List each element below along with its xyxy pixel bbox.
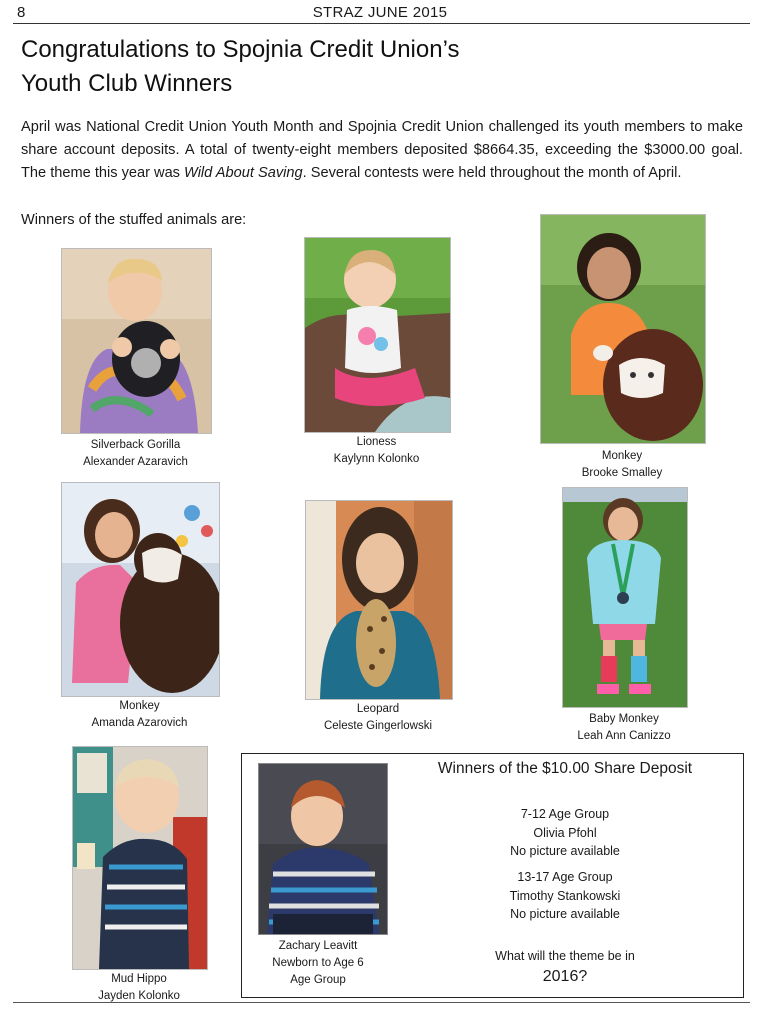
group-7-12 — [470, 805, 660, 861]
caption-animal: Monkey — [119, 700, 160, 712]
title-line-1: Congratulations to Spojnia Credit Union’s — [21, 36, 460, 63]
caption-age-group: Newborn to Age 6 — [272, 957, 364, 969]
photo-alexander — [61, 248, 212, 434]
theme-question: What will the theme be in — [495, 949, 635, 963]
header-rule — [13, 23, 750, 24]
intro-text-1: April was National Credit Union Youth Month and Spojnia Credit Union challenged its youth members to make share account deposits. A total of twenty-eight members deposited $8664.35, exceeding the $3000.00 goal. The theme this year was — [21, 119, 743, 181]
group-winner: Olivia Pfohl — [533, 825, 597, 840]
share-deposit-title: Winners of the $10.00 Share Deposit — [437, 760, 693, 777]
zachary-caption — [258, 938, 378, 989]
caption-2 — [304, 434, 449, 468]
caption-age-group-2: Age Group — [290, 974, 346, 986]
group-13-17 — [470, 868, 660, 924]
photo-jayden — [72, 746, 208, 970]
caption-4 — [61, 698, 218, 732]
group-winner: Timothy Stankowski — [509, 888, 621, 903]
group-note: No picture available — [510, 907, 620, 921]
caption-name: Zachary Leavitt — [278, 940, 358, 952]
caption-1 — [61, 437, 210, 471]
intro-paragraph — [21, 116, 743, 185]
caption-name: Leah Ann Canizzo — [577, 730, 671, 742]
photo-amanda — [61, 482, 220, 697]
caption-animal: Leopard — [356, 703, 400, 715]
caption-name: Kaylynn Kolonko — [333, 453, 420, 465]
caption-5 — [305, 701, 451, 735]
intro-text-2: . Several contests were held throughout the month of April. — [302, 165, 682, 181]
caption-7 — [60, 971, 218, 1005]
photo-zachary — [258, 763, 388, 935]
footer-rule — [13, 1002, 750, 1003]
caption-6 — [562, 711, 686, 745]
article-title — [21, 33, 741, 101]
group-note: No picture available — [510, 844, 620, 858]
caption-animal: Mud Hippo — [111, 973, 167, 985]
intro-theme: Wild About Saving — [184, 165, 303, 181]
caption-name: Brooke Smalley — [581, 467, 663, 479]
photo-leah — [562, 487, 688, 708]
photo-kaylynn — [304, 237, 451, 433]
photo-celeste — [305, 500, 453, 700]
page-number: 8 — [17, 4, 26, 21]
theme-year: 2016? — [542, 968, 588, 985]
photo-brooke — [540, 214, 706, 444]
caption-animal: Monkey — [601, 450, 643, 462]
title-line-2: Youth Club Winners — [21, 70, 233, 97]
caption-name: Jayden Kolonko — [98, 990, 180, 1002]
winners-label: Winners of the stuffed animals are: — [21, 212, 247, 228]
caption-animal: Silverback Gorilla — [90, 439, 181, 451]
caption-animal: Lioness — [356, 436, 397, 448]
caption-animal: Baby Monkey — [589, 713, 659, 725]
caption-3 — [540, 448, 704, 482]
group-age: 7-12 Age Group — [520, 807, 610, 821]
caption-name: Amanda Azarovich — [91, 717, 188, 729]
group-age: 13-17 Age Group — [517, 870, 613, 884]
caption-name: Celeste Gingerlowski — [323, 720, 432, 732]
running-header: STRAZ JUNE 2015 — [312, 4, 448, 21]
caption-name: Alexander Azaravich — [83, 456, 188, 468]
